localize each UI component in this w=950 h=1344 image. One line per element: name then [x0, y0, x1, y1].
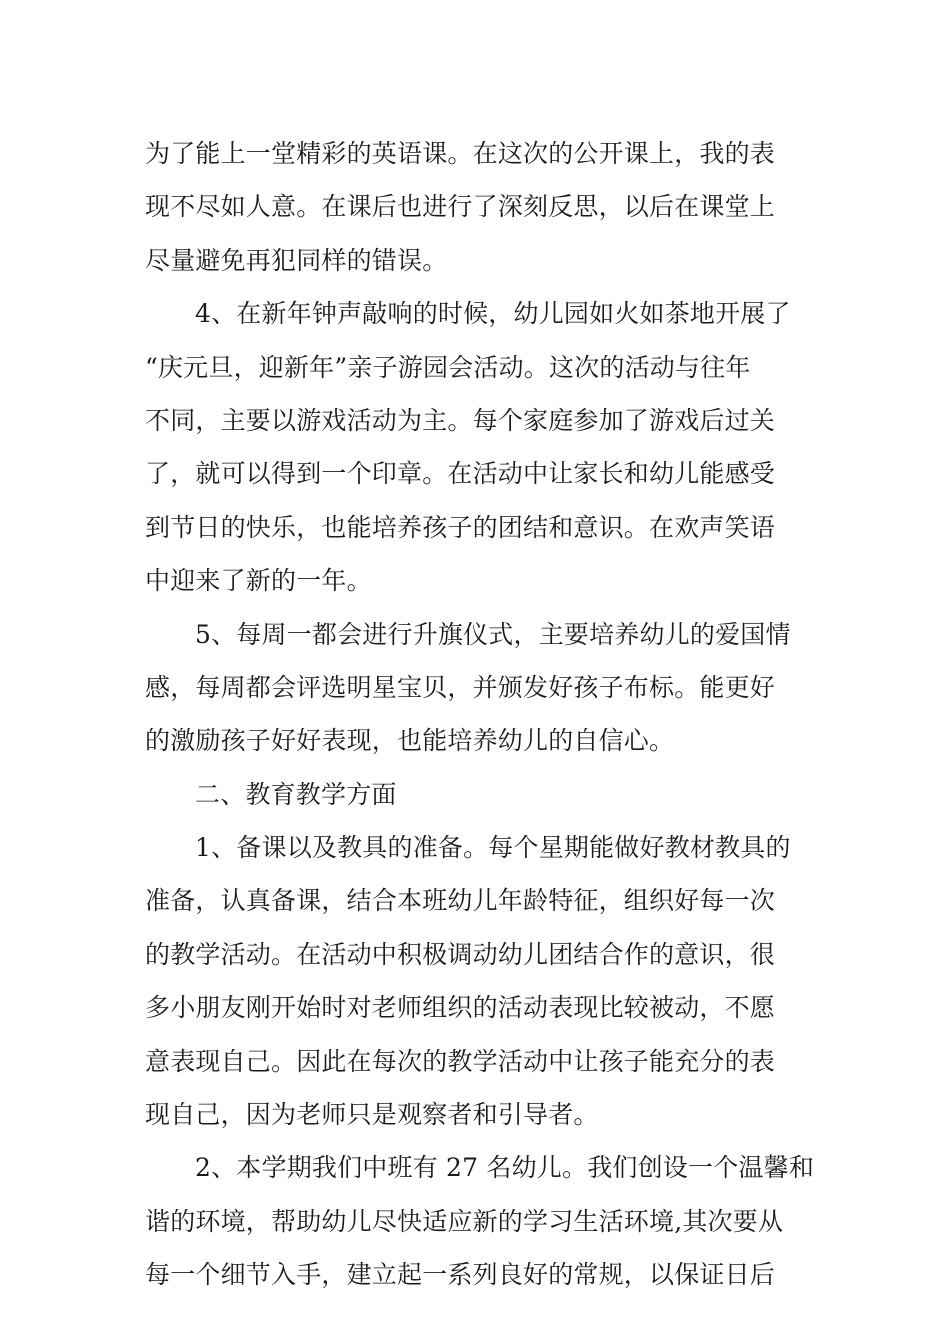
text-line: 的激励孩子好好表现，也能培养幼儿的自信心。 — [145, 726, 675, 756]
text-line: 1、备课以及教具的准备。每个星期能做好教材教具的 — [195, 833, 791, 863]
text-line: 感，每周都会评选明星宝贝，并颁发好孩子布标。能更好 — [145, 672, 776, 702]
text-line: 了，就可以得到一个印章。在活动中让家长和幼儿能感受 — [145, 459, 776, 489]
text-line: 意表现自己。因此在每次的教学活动中让孩子能充分的表 — [145, 1046, 776, 1076]
text-line: 二、教育教学方面 — [195, 779, 397, 809]
document-body — [145, 127, 815, 1302]
text-line: 现不尽如人意。在课后也进行了深刻反思，以后在课堂上 — [145, 192, 776, 222]
text-line: “庆元旦，迎新年”亲子游园会活动。这次的活动与往年 — [145, 352, 751, 382]
text-line: 谐的环境，帮助幼儿尽快适应新的学习生活环境,其次要从 — [145, 1206, 784, 1236]
text-line: 多小朋友刚开始时对老师组织的活动表现比较被动，不愿 — [145, 993, 776, 1023]
text-line: 到节日的快乐，也能培养孩子的团结和意识。在欢声笑语 — [145, 512, 776, 542]
text-line: 的教学活动。在活动中积极调动幼儿团结合作的意识，很 — [145, 939, 776, 969]
text-line: 2、本学期我们中班有 27 名幼儿。我们创设一个温馨和 — [195, 1153, 815, 1183]
text-line: 4、在新年钟声敲响的时候，幼儿园如火如茶地开展了 — [195, 299, 791, 329]
text-line: 尽量避免再犯同样的错误。 — [145, 245, 448, 275]
text-line: 准备，认真备课，结合本班幼儿年龄特征，组织好每一次 — [145, 886, 776, 916]
text-line: 不同，主要以游戏活动为主。每个家庭参加了游戏后过关 — [145, 405, 776, 435]
text-line: 每一个细节入手，建立起一系列良好的常规，以保证日后 — [145, 1260, 776, 1290]
text-line: 为了能上一堂精彩的英语课。在这次的公开课上，我的表 — [145, 139, 776, 168]
text-line: 现自己，因为老师只是观察者和引导者。 — [145, 1100, 599, 1130]
text-line: 5、每周一都会进行升旗仪式，主要培养幼儿的爱国情 — [195, 619, 791, 649]
text-line: 中迎来了新的一年。 — [145, 566, 372, 596]
